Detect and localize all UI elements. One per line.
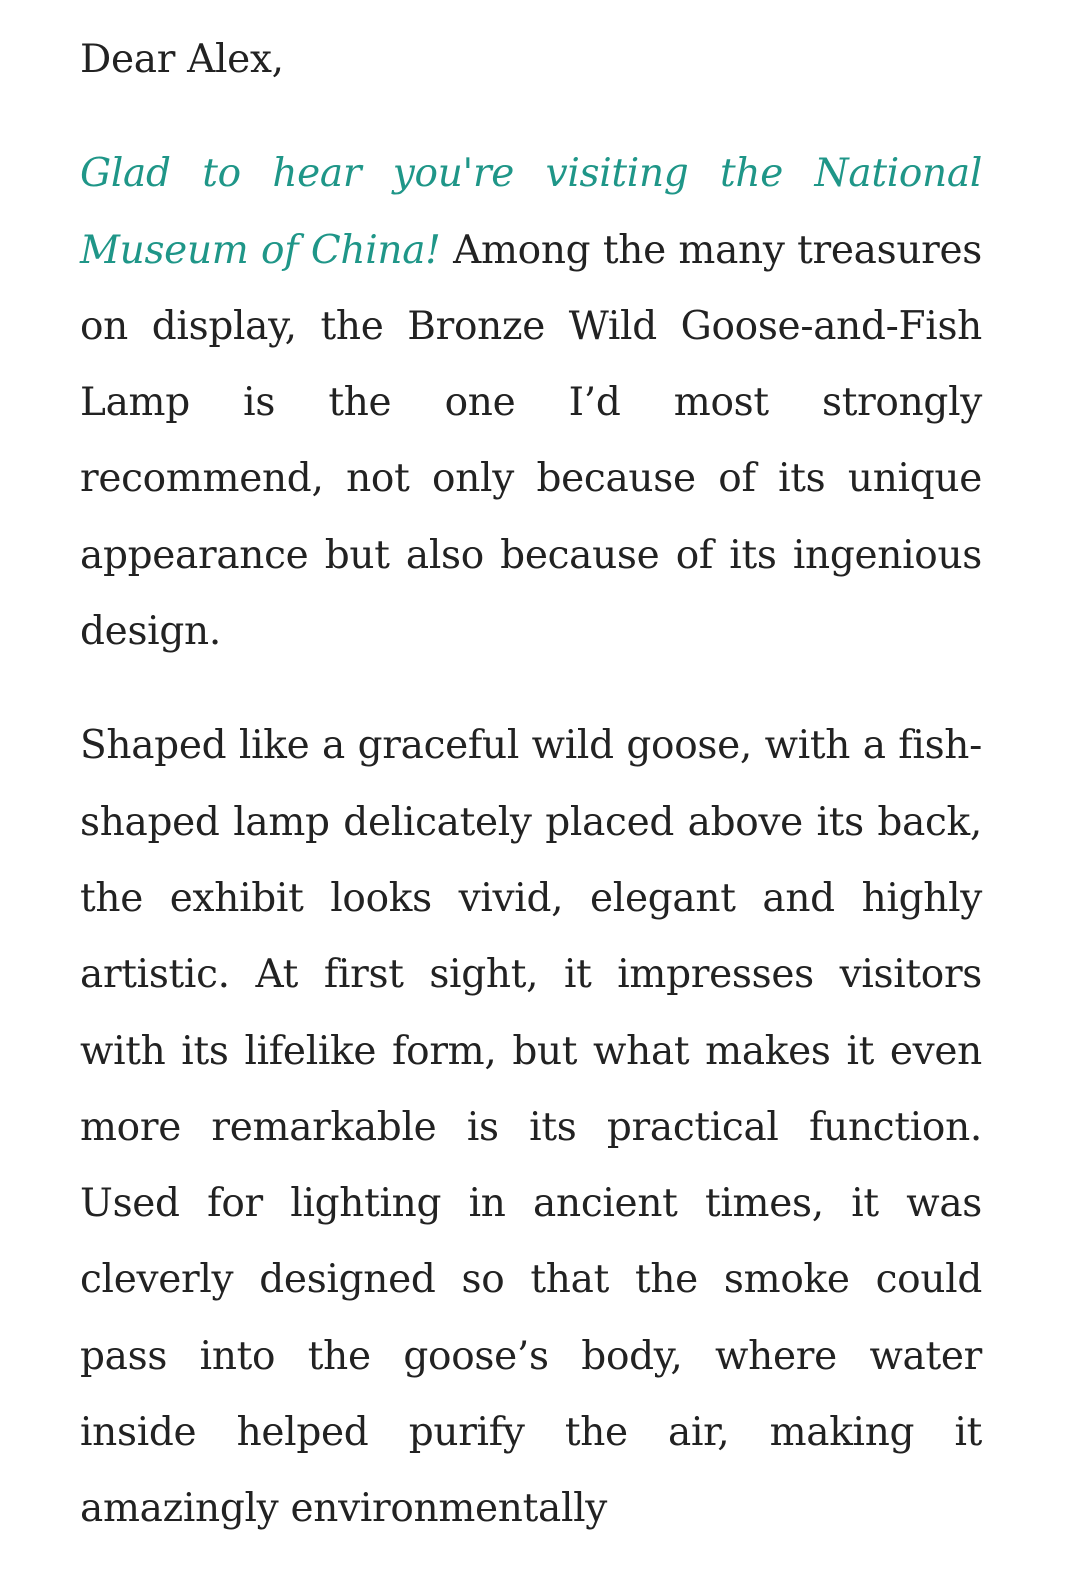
paragraph-intro-text: Among the many treasures on display, the Bronze Wild Goose-and-Fish Lamp is the one I’d most strongly recommend, not only because of its unique appearance but also because of its ingenious design.: [80, 227, 982, 655]
salutation: Dear Alex,: [80, 37, 284, 82]
paragraph-description: Shaped like a graceful wild goose, with a fish-shaped lamp delicately placed above its back, the exhibit looks vivid, elegant and highly artistic. At first sight, it impresses visitors with its lifelike form, but what makes it even more remarkable is its practical function. Used for lighting in ancient times, it was cleverly designed so that the smoke could pass into the goose’s body, where water inside helped purify the air, making it amazingly environmentally: [80, 723, 982, 1532]
letter-body: [80, 22, 982, 1586]
paragraph-intro: [80, 136, 982, 670]
highlighted-opening: Glad to hear you're visiting the National Museum of China!: [80, 151, 982, 273]
